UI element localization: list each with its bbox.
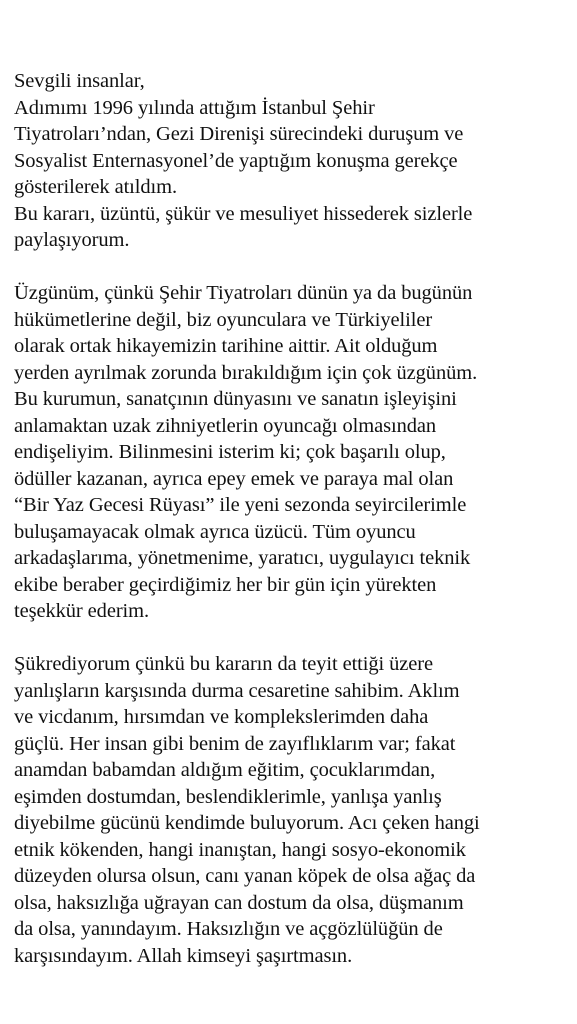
text-line: ve vicdanım, hırsımdan ve komplekslerimden daha — [14, 706, 429, 728]
text-line: eşimden dostumdan, beslendiklerimle, yanlışa yanlış — [14, 785, 442, 808]
text-line: hükümetlerine değil, biz oyunculara ve Türkiyeliler — [14, 308, 433, 331]
text-line: paylaşıyorum. — [14, 229, 130, 251]
letter-body — [14, 68, 574, 996]
text-line: buluşamayacak olmak ayrıca üzücü. Tüm oyuncu — [14, 520, 416, 543]
text-line: Adımımı 1996 yılında attığım İstanbul Şehir — [14, 96, 375, 119]
text-line: yerden ayrılmak zorunda bırakıldığım için çok üzgünüm. — [14, 361, 478, 384]
text-line: olarak ortak hikayemizin tarihine aittir. Ait olduğum — [14, 335, 438, 357]
text-line: diyebilme gücünü kendimde buluyorum. Acı çeken hangi — [14, 812, 480, 834]
text-line: düzeyden olursa olsun, canı yanan köpek de olsa ağaç da — [14, 865, 476, 887]
text-line: Şükrediyorum çünkü bu kararın da teyit ettiği üzere — [14, 653, 434, 675]
text-line: ödüller kazanan, ayrıca epey emek ve paraya mal olan — [14, 467, 454, 490]
text-line: “Bir Yaz Gecesi Rüyası” ile yeni sezonda seyircilerimle — [14, 494, 467, 516]
text-line: Tiyatroları’ndan, Gezi Direnişi sürecindeki duruşum ve — [14, 123, 464, 145]
text-line: yanlışların karşısında durma cesaretine sahibim. Aklım — [14, 679, 460, 702]
text-line: Üzgünüm, çünkü Şehir Tiyatroları dünün ya da bugünün — [14, 282, 473, 304]
text-line: gösterilerek atıldım. — [14, 176, 177, 198]
text-line: Bu kararı, üzüntü, şükür ve mesuliyet hissederek sizlerle — [14, 202, 473, 225]
text-line: anamdan babamdan aldığım eğitim, çocuklarımdan, — [14, 759, 436, 781]
text-line: karşısındayım. Allah kimseyi şaşırtmasın. — [14, 944, 353, 967]
text-line: teşekkür ederim. — [14, 600, 150, 622]
text-line: olsa, haksızlığa uğrayan can dostum da olsa, düşmanım — [14, 891, 464, 914]
text-line: endişeliyim. Bilinmesini isterim ki; çok başarılı olup, — [14, 441, 446, 463]
text-line: Bu kurumun, sanatçının dünyasını ve sanatın işleyişini — [14, 388, 457, 410]
text-line: da olsa, yanındayım. Haksızlığın ve açgözlülüğün de — [14, 918, 443, 940]
text-line: anlamaktan uzak zihniyetlerin oyuncağı olmasından — [14, 414, 437, 437]
letter-paragraph — [14, 280, 574, 625]
text-line: arkadaşlarıma, yönetmenime, yaratıcı, uygulayıcı teknik — [14, 547, 471, 569]
text-line: Sevgili insanlar, — [14, 70, 145, 92]
text-line: güçlü. Her insan gibi benim de zayıflıklarım var; fakat — [14, 732, 456, 755]
text-line: etnik kökenden, hangi inanıştan, hangi sosyo-ekonomik — [14, 838, 466, 861]
letter-paragraph — [14, 68, 574, 254]
text-line: Sosyalist Enternasyonel’de yaptığım konuşma gerekçe — [14, 149, 458, 172]
letter-paragraph — [14, 651, 574, 969]
text-line: ekibe beraber geçirdiğimiz her bir gün için yürekten — [14, 573, 437, 596]
